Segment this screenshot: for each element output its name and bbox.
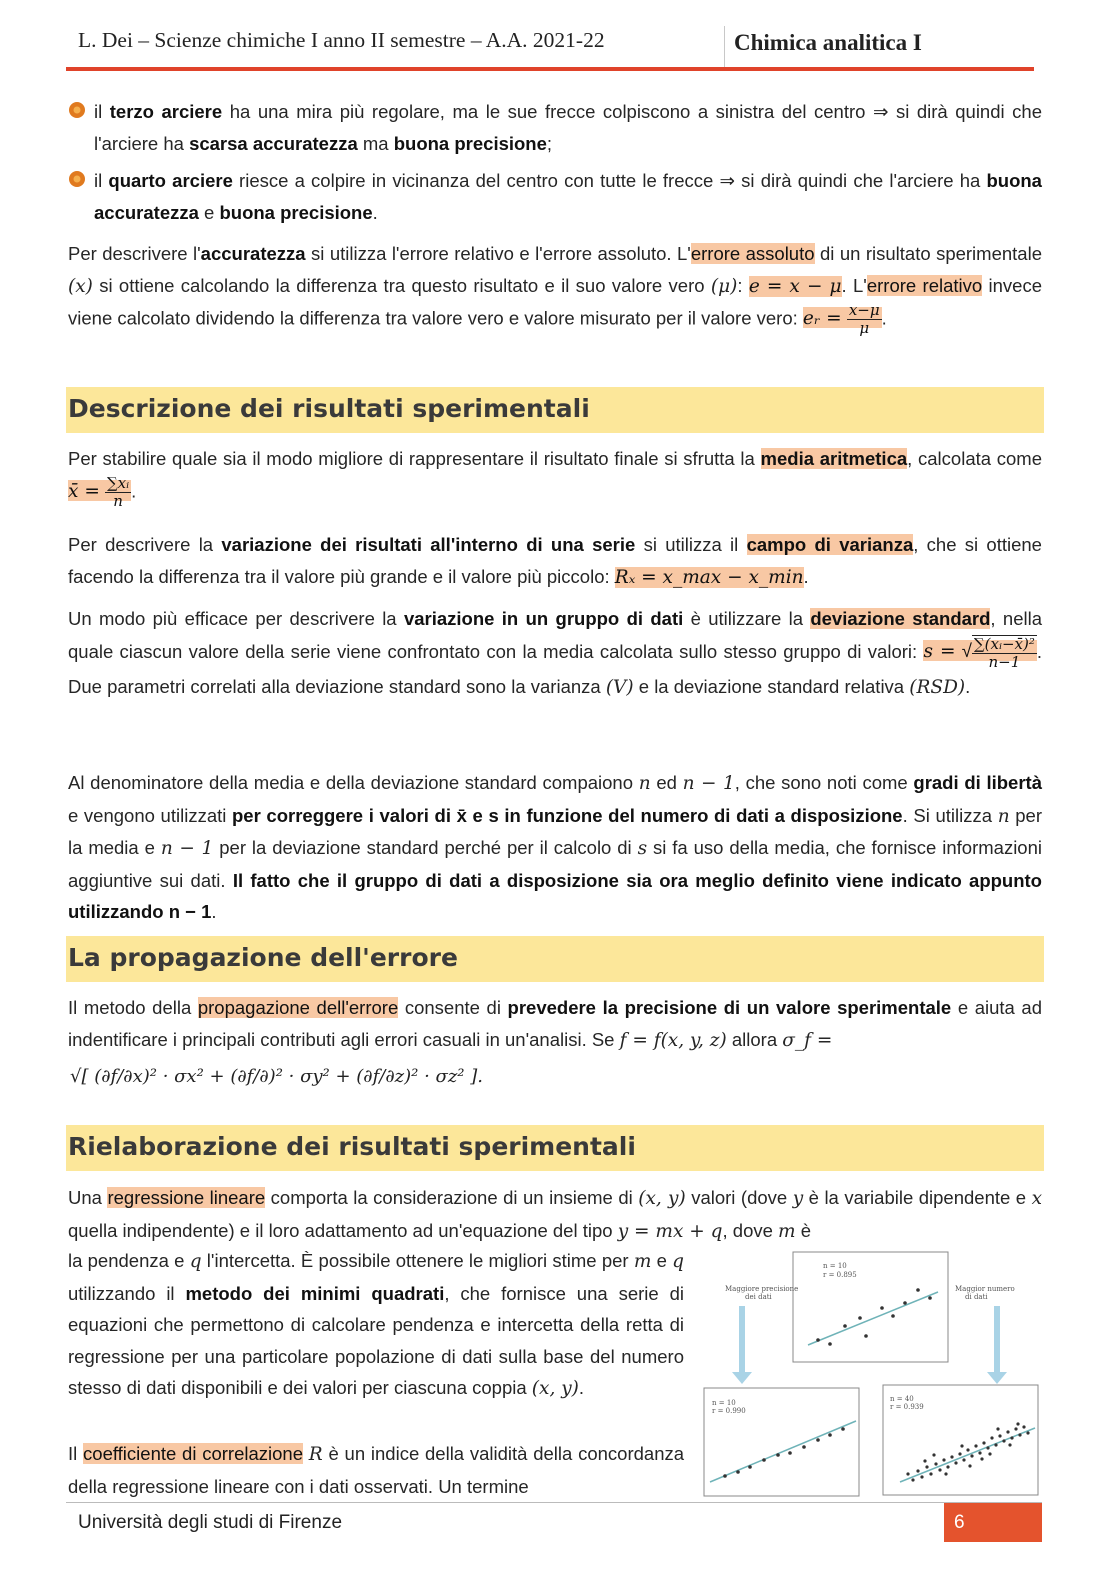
section-title-rielaborazione: Rielaborazione dei risultati sperimentali: [68, 1132, 636, 1161]
top-n-label: n = 10: [823, 1262, 847, 1270]
section-title-descrizione: Descrizione dei risultati sperimentali: [68, 394, 590, 423]
bottom-right-r-label: r = 0.939: [890, 1403, 924, 1411]
arrow-shaft-right: [994, 1306, 1000, 1372]
arrow-down-icon: [987, 1372, 1007, 1384]
paragraph-range: Per descrivere la variazione dei risultati all'interno di una serie si utilizza il campo di varianza, che si ottiene facendo la differenza tra il valore più grande e il valore più piccolo: Rₓ = x_max − x_min.: [68, 534, 1042, 588]
paragraph-correlation: Il coefficiente di correlazione R è un indice della validità della concordanza della regressione lineare con i dati osservati. Un termine: [68, 1443, 685, 1497]
arrow-down-icon: [732, 1372, 752, 1384]
regression-figure: [700, 1248, 1045, 1498]
bottom-left-r-label: r = 0.990: [712, 1407, 746, 1415]
propagation-formula: √[ (∂f/∂x)² · σx² + (∂f/∂)² · σy² + (∂f/∂z)² · σz² ].: [70, 1066, 483, 1087]
paragraph-error-propagation: Il metodo della propagazione dell'errore consente di prevedere la precisione di un valore sperimentale e aiuta ad indentificare i principali contributi agli errori casuali in un'analisi. Se f = f(x, y, z) allora σ_f =: [68, 997, 1042, 1051]
paragraph-degrees-of-freedom: Al denominatore della media e della deviazione standard compaiono n ed n − 1, che sono noti come gradi di libertà e vengono utilizzati per correggere i valori di x̄ e s in funzione del numero di dati a disposizione. Si utilizza n per la media e n − 1 per la deviazione standard perché per il calcolo di s si fa uso della media, che fornisce informazioni aggiuntive sui dati. Il fatto che il gruppo di dati a disposizione sia ora meglio definito viene indicato appunto utilizzando n − 1.: [68, 772, 1042, 922]
header-rule: [66, 67, 1034, 71]
flower-bullet-icon: [68, 170, 86, 188]
paragraph-mean: Per stabilire quale sia il modo migliore di rappresentare il risultato finale si sfrutta la media aritmetica, calcolata come x̄ = $\frac{\text{∑xᵢ}}{n}$ .: [68, 448, 1042, 510]
top-r-label: r = 0.895: [823, 1271, 857, 1279]
footer-university: Università degli studi di Firenze: [78, 1512, 343, 1533]
header-separator: [724, 26, 725, 68]
right-caption-2: di dati: [965, 1293, 988, 1301]
bottom-left-n-label: n = 10: [712, 1399, 736, 1407]
paragraph-least-squares: la pendenza e q l'intercetta. È possibile ottenere le migliori stime per m e q utilizzando il metodo dei minimi quadrati, che fornisce una serie di equazioni che permettono di calcolare pendenza e intercetta della retta di regressione per una particolare popolazione di dati sulla base del numero stesso di dati disponibili e dei valori per ciascuna coppia (x, y).: [68, 1250, 684, 1399]
paragraph-linear-regression: Una regressione lineare comporta la considerazione di un insieme di (x, y) valori (dove y è la variabile dipendente e x quella indipendente) e il loro adattamento ad un'equazione del tipo y = mx + q, dove m è: [68, 1187, 1043, 1242]
section-title-propagazione: La propagazione dell'errore: [68, 943, 458, 972]
flower-bullet-icon: [68, 101, 86, 119]
paragraph-accuracy: Per descrivere l'accuratezza si utilizza l'errore relativo e l'errore assoluto. L'errore assoluto di un risultato sperimentale (x) si ottiene calcolando la differenza tra questo risultato e il suo valore vero (μ): e = x − μ. L'errore relativo invece viene calcolato dividendo la differenza tra valore vero e valore misurato per il valore vero: eᵣ = $\frac{x-\mu}{\mu}$ .: [68, 243, 1042, 337]
footer-rule: [66, 1502, 1042, 1503]
arrow-shaft-left: [739, 1306, 745, 1372]
paragraph-std-dev: Un modo più efficace per descrivere la variazione in un gruppo di dati è utilizzare la deviazione standard, nella quale ciascun valore della serie viene confrontato con la media calcolata sullo stesso gruppo di valori: s = √ $\frac{\text{∑(xᵢ−x̄)²}}{n-1}$ . Due parametri correlati alla deviazione standard sono la varianza (V) e la deviazione standard relativa (RSD).: [68, 608, 1042, 698]
plot-frame-top: [793, 1252, 948, 1362]
page-number: 6: [944, 1503, 1042, 1542]
header-course-info: L. Dei – Scienze chimiche I anno II semestre – A.A. 2021-22: [78, 28, 605, 52]
bullet-third-archer: il terzo arciere ha una mira più regolare, ma le sue frecce colpiscono a sinistra del centro ⇒ si dirà quindi che l'arciere ha scarsa accuratezza ma buona precisione;: [94, 101, 1042, 154]
bullet-fourth-archer: il quarto arciere riesce a colpire in vicinanza del centro con tutte le frecce ⇒ si dirà quindi che l'arciere ha buona accuratezza e buona precisione.: [94, 170, 1042, 223]
left-caption-1: Maggiore precisione: [725, 1285, 799, 1293]
left-caption-2: dei dati: [745, 1293, 772, 1301]
right-caption-1: Maggior numero: [955, 1285, 1015, 1293]
header-subject: Chimica analitica I: [734, 30, 922, 55]
bottom-right-n-label: n = 40: [890, 1395, 914, 1403]
